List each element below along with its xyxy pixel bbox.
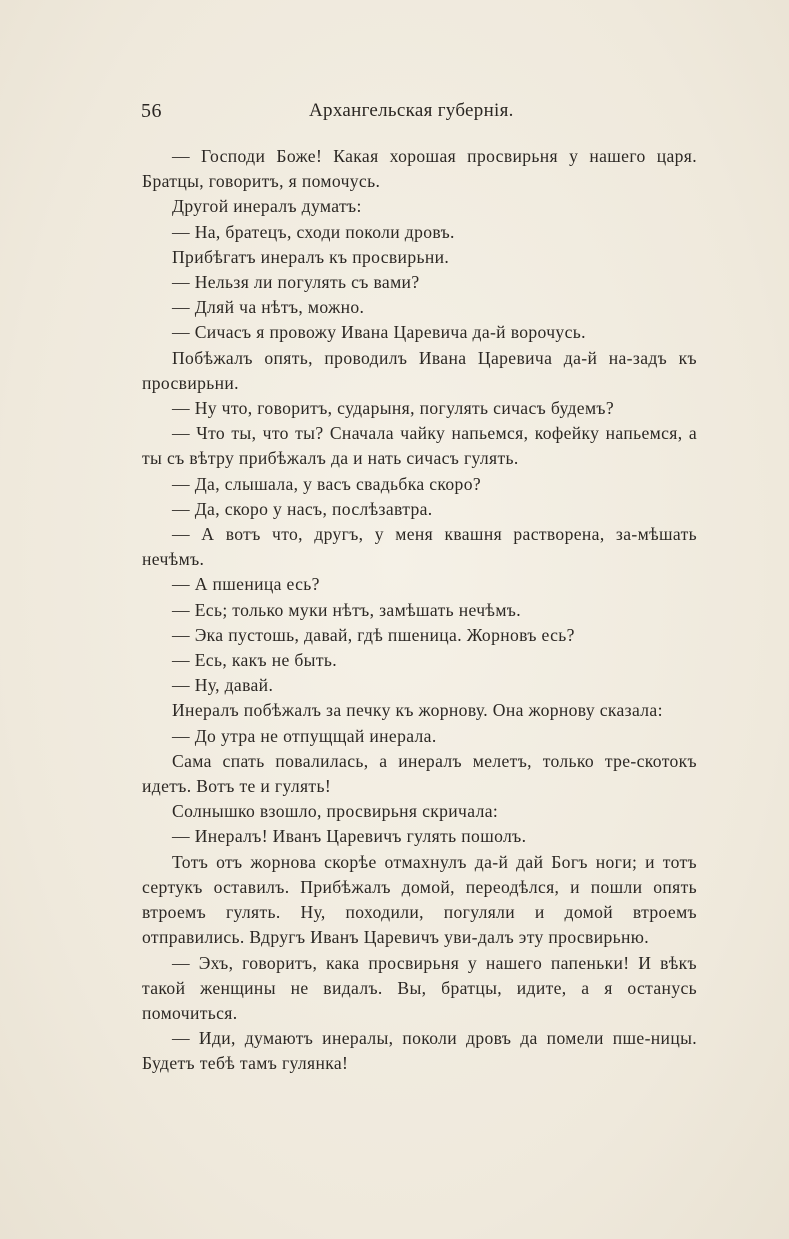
paragraph: — Да, слышала, у васъ свадьбка скоро? [172,473,482,494]
paragraph: — Сичасъ я провожу Ивана Царевича да-й ворочусь. [172,322,586,343]
paragraph: Тотъ отъ жорнова скорѣе отмахнулъ да-й дай Богъ ноги; и тотъ сертукъ оставилъ. Прибѣжалъ домой, переодѣлся, и пошли опять втроемъ гулять. Ну, походили, погуляли и домой втроемъ отправились. Вдругъ Иванъ Царевичъ уви-далъ эту просвирьню. [142,851,697,948]
paragraph: Другой инералъ думатъ: [172,196,362,217]
body-text [142,144,697,1077]
page-number: 56 [141,100,162,122]
paragraph: Инералъ побѣжалъ за печку къ жорнову. Она жорнову сказала: [172,700,663,721]
paragraph: — Инералъ! Иванъ Царевичъ гулять пошолъ. [172,826,527,847]
paragraph: — До утра не отпущщай инерала. [172,725,437,746]
paragraph: — Эка пустошь, давай, гдѣ пшеница. Жорновъ есь? [172,624,575,645]
paragraph: — А вотъ что, другъ, у меня квашня растворена, за-мѣшать нечѣмъ. [142,524,697,570]
paragraph: — Господи Боже! Какая хорошая просвирьня у нашего царя. Братцы, говоритъ, я помочусь. [142,146,697,192]
paragraph: — Ну что, говоритъ, сударыня, погулять сичасъ будемъ? [172,398,615,419]
page-header [141,100,701,130]
paragraph: Побѣжалъ опять, проводилъ Ивана Царевича да-й на-задъ къ просвирьни. [142,347,697,393]
paragraph: — Иди, думаютъ инералы, поколи дровъ да помели пше-ницы. Будетъ тебѣ тамъ гулянка! [142,1028,697,1074]
paragraph: — Есь; только муки нѣтъ, замѣшать нечѣмъ. [172,599,521,620]
paragraph: — Что ты, что ты? Сначала чайку напьемся, кофейку напьемся, а ты съ вѣтру прибѣжалъ да и нать сичасъ гулять. [142,423,697,469]
paragraph: — Ну, давай. [172,675,274,696]
paragraph: — Эхъ, говоритъ, кака просвирьня у нашего папеньки! И вѣкъ такой женщины не видалъ. Вы, братцы, идите, а я останусь помочиться. [142,952,697,1023]
paragraph: — Нельзя ли погулять съ вами? [172,272,420,293]
paragraph: Прибѣгатъ инералъ къ просвирьни. [172,246,450,267]
paragraph: — На, братецъ, сходи поколи дровъ. [172,221,455,242]
paragraph: — А пшеница есь? [172,574,320,595]
paragraph: Сама спать повалилась, а инералъ мелетъ, только тре-скотокъ идетъ. Вотъ те и гулять! [142,750,697,797]
paragraph: Солнышко взошло, просвирьня скричала: [172,801,499,822]
running-title: Архангельская губернія. [309,100,514,121]
paragraph: — Дляй ча нѣтъ, можно. [172,297,365,318]
paragraph: — Да, скоро у насъ, послѣзавтра. [172,498,433,519]
paragraph: — Есь, какъ не быть. [172,650,338,671]
